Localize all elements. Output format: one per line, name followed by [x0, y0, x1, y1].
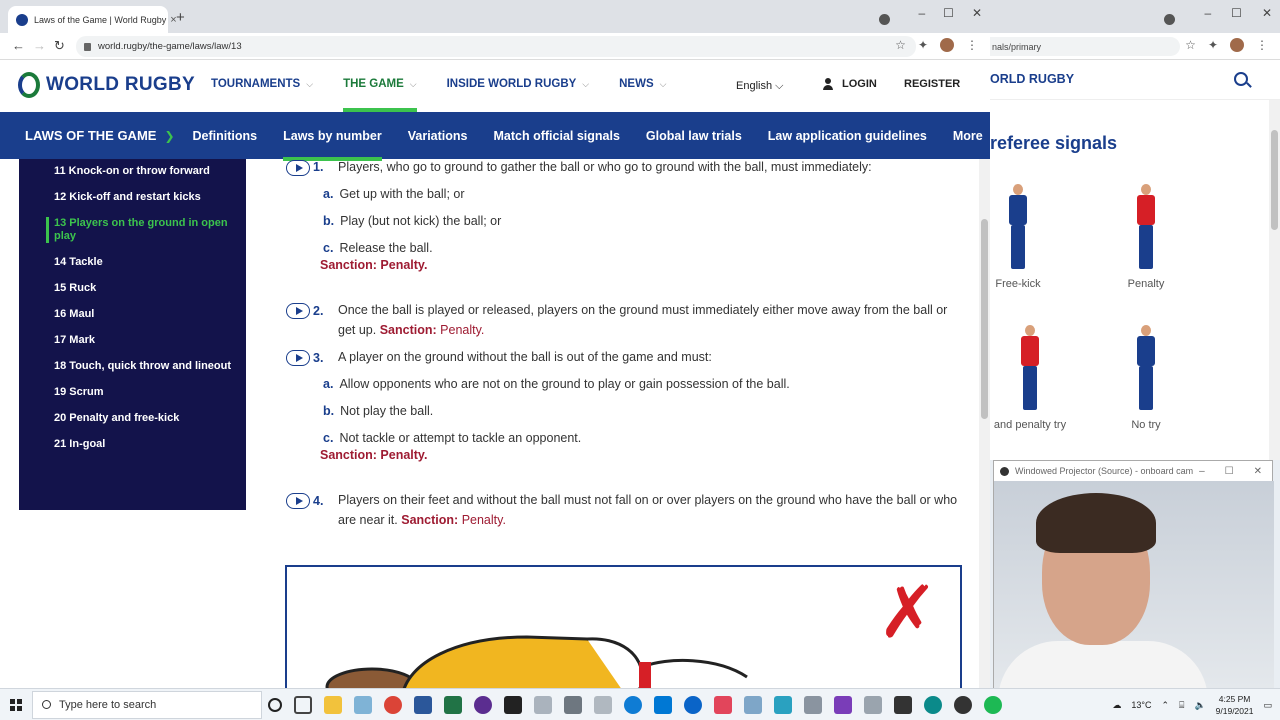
sidebar-item-law-11[interactable]: 11 Knock-on or throw forward [54, 165, 210, 177]
secondary-browser-window [990, 0, 1280, 460]
clock[interactable] [1216, 693, 1254, 717]
app-icon[interactable] [354, 696, 372, 714]
law-text: A player on the ground without the ball is out of the game and must: [338, 350, 712, 364]
cam-window-controls [1199, 466, 1272, 477]
new-tab-button[interactable]: + [176, 9, 185, 26]
profile-avatar[interactable] [1230, 38, 1244, 52]
calculator-icon[interactable] [564, 696, 582, 714]
bookmark-star-icon[interactable]: ☆ [1185, 38, 1196, 52]
sanction-label: Sanction: [401, 513, 459, 527]
edge-icon[interactable] [624, 696, 642, 714]
referee-shirt [1137, 336, 1155, 366]
clock-date: 9/19/2021 [1215, 706, 1254, 716]
signal-no-try[interactable] [1116, 321, 1176, 431]
address-bar[interactable] [76, 36, 916, 57]
signal-label: Free-kick [995, 278, 1041, 290]
laws-tab-more[interactable]: More [952, 128, 983, 143]
play-icon [296, 307, 303, 315]
subclause-text: Not play the ball. [340, 404, 434, 418]
referee-shirt [1009, 195, 1027, 225]
sidebar-item-law-13[interactable]: 13 Players on the ground in open play [46, 217, 246, 243]
nav-tournaments[interactable] [211, 78, 313, 90]
world-rugby-favicon-icon [16, 14, 28, 26]
laws-tab-match-official-signals[interactable]: Match official signals [493, 128, 620, 143]
webcam-projector-window [993, 460, 1273, 688]
word-icon[interactable] [414, 696, 432, 714]
signal-free-kick[interactable] [990, 180, 1046, 290]
referee-shirt [1137, 195, 1155, 225]
cortana-icon[interactable] [268, 698, 282, 712]
sanction-label: Sanction: [379, 323, 437, 337]
app-icon[interactable] [714, 696, 732, 714]
chevron-down-icon: ⌵ [582, 78, 590, 89]
page-scrollbar[interactable] [979, 159, 990, 688]
law-subclause [323, 376, 790, 392]
referee-legs [1139, 366, 1153, 410]
laws-bar-title[interactable]: LAWS OF THE GAME [25, 128, 157, 143]
windows-start-icon[interactable] [10, 699, 22, 711]
profile-icon[interactable] [1164, 14, 1175, 25]
laws-tab-variations[interactable]: Variations [407, 128, 468, 143]
camera-icon[interactable] [804, 696, 822, 714]
play-video-button[interactable] [286, 160, 310, 176]
bookmark-star-icon[interactable]: ☆ [895, 38, 906, 52]
subclause-letter: b. [323, 214, 335, 228]
referee-head [1141, 325, 1151, 336]
app-icon[interactable] [894, 696, 912, 714]
language-label: English [736, 80, 773, 92]
window-controls [918, 6, 982, 20]
register-link[interactable]: REGISTER [904, 78, 961, 90]
file-explorer-icon[interactable] [324, 696, 342, 714]
signal-label: and penalty try [993, 419, 1067, 431]
signal-penalty-try[interactable] [990, 321, 1070, 431]
law-text-block [338, 300, 964, 340]
subclause-letter: c. [323, 431, 334, 445]
sanction-value: Penalty. [440, 323, 485, 337]
onedrive-icon[interactable] [684, 696, 702, 714]
temperature[interactable]: 13°C [1131, 700, 1152, 710]
clock-time: 4:25 PM [1218, 694, 1251, 704]
signal-label: Penalty [1127, 278, 1165, 290]
reload-icon[interactable]: ↻ [54, 38, 65, 53]
nav-the-game[interactable] [343, 78, 417, 90]
world-rugby-logo[interactable] [18, 72, 195, 98]
players-illustration [287, 567, 964, 697]
play-video-button[interactable] [286, 493, 310, 509]
referee-legs [1023, 366, 1037, 410]
chevron-down-icon: ⌵ [659, 78, 667, 89]
subclause-text: Allow opponents who are not on the ground to play or gain possession of the ball. [339, 377, 790, 391]
extensions-puzzle-icon[interactable]: ✦ [917, 38, 928, 52]
play-icon [296, 164, 303, 172]
law-number: 2. [313, 304, 324, 318]
sidebar-item-law-21[interactable]: 21 In-goal [54, 438, 106, 450]
logo-text: WORLD RUGBY [46, 74, 195, 95]
chevron-down-icon: ⌵ [306, 78, 314, 89]
law-content [284, 159, 974, 688]
subclause-text: Release the ball. [339, 241, 433, 255]
subclause-letter: c. [323, 241, 334, 255]
system-tray [1112, 693, 1272, 717]
red-cross-icon: ✗ [877, 573, 938, 653]
subclause-text: Get up with the ball; or [339, 187, 465, 201]
cam-title: Windowed Projector (Source) - onboard cam [1015, 466, 1194, 476]
profile-avatar[interactable] [940, 38, 954, 52]
subclause-letter: b. [323, 404, 335, 418]
minimize-button[interactable]: – [1199, 465, 1205, 477]
referee-figure [1131, 180, 1161, 272]
secondary-site-header [990, 60, 1280, 100]
maximize-button[interactable]: ☐ [1231, 6, 1242, 20]
law-subclause [323, 186, 465, 202]
obs-icon [1000, 467, 1009, 476]
sidebar-item-law-20[interactable]: 20 Penalty and free-kick [54, 412, 180, 424]
maximize-button[interactable]: ☐ [1224, 465, 1234, 477]
sanction-value: Penalty. [461, 513, 506, 527]
referee-figure [1003, 180, 1033, 272]
subclause-letter: a. [323, 377, 334, 391]
law-text: Players, who go to ground to gather the ball or who go to ground with the ball, must immediately: [338, 160, 872, 174]
volume-icon[interactable]: 🔈 [1194, 699, 1206, 710]
referee-legs [1011, 225, 1025, 269]
app-icon[interactable] [924, 696, 942, 714]
nav-label: TOURNAMENTS [211, 78, 301, 90]
site-header [0, 60, 990, 112]
url-text: world.rugby/the-game/laws/law/13 [98, 41, 242, 52]
user-icon [822, 78, 834, 90]
nav-label: NEWS [619, 78, 654, 90]
law-subclause [323, 430, 581, 446]
law-number: 1. [313, 160, 324, 174]
spotify-icon[interactable] [984, 696, 1002, 714]
signal-label: No try [1131, 419, 1161, 431]
laws-sidebar [19, 159, 246, 510]
law-illustration [285, 565, 962, 695]
nav-label: INSIDE WORLD RUGBY [446, 78, 577, 90]
nav-label: THE GAME [343, 78, 404, 90]
search-icon[interactable] [1234, 72, 1248, 86]
logo-text[interactable]: ORLD RUGBY [990, 72, 1075, 86]
play-video-button[interactable] [286, 350, 310, 366]
close-window-button[interactable]: ✕ [1253, 465, 1262, 477]
chevron-down-icon: ⌵ [775, 80, 784, 92]
chevron-down-icon: ⌵ [409, 78, 417, 89]
search-placeholder: Type here to search [59, 699, 157, 711]
laws-tab-definitions[interactable]: Definitions [192, 128, 258, 143]
play-icon [296, 354, 303, 362]
play-icon [296, 497, 303, 505]
sidebar-item-law-16[interactable]: 16 Maul [54, 308, 95, 320]
subclause-text: Not tackle or attempt to tackle an opponent. [339, 431, 582, 445]
tab-close-icon[interactable]: × [170, 13, 177, 26]
chevron-right-icon: ❯ [164, 128, 175, 143]
forward-arrow-icon[interactable]: → [33, 38, 46, 53]
laws-nav-bar [0, 112, 990, 159]
main-nav [211, 78, 696, 90]
maximize-button[interactable]: ☐ [943, 6, 954, 20]
scroll-thumb[interactable] [981, 219, 988, 419]
secondary-window-controls [1204, 6, 1272, 20]
secondary-address-bar[interactable]: nals/primary [990, 37, 1180, 56]
referee-figure [1015, 321, 1045, 413]
weather-icon[interactable]: ☁ [1112, 699, 1122, 710]
app-icon[interactable] [594, 696, 612, 714]
sidebar-item-law-19[interactable]: 19 Scrum [54, 386, 104, 398]
notifications-icon[interactable]: ▭ [1263, 699, 1272, 710]
app-icon[interactable] [834, 696, 852, 714]
close-window-button[interactable]: ✕ [971, 6, 982, 20]
sidebar-item-law-17[interactable]: 17 Mark [54, 334, 95, 346]
referee-head [1025, 325, 1035, 336]
search-icon [42, 700, 51, 709]
law-number: 4. [313, 494, 324, 508]
tab-strip [0, 0, 990, 33]
webcam-feed [994, 481, 1274, 689]
taskbar-search[interactable] [32, 691, 262, 719]
subclause-text: Play (but not kick) the ball; or [340, 214, 502, 228]
back-arrow-icon[interactable]: ← [12, 38, 25, 53]
minimize-button[interactable]: – [918, 6, 926, 20]
app-icon[interactable] [534, 696, 552, 714]
cam-title-bar [994, 461, 1272, 481]
world-rugby-emblem-icon [18, 72, 40, 98]
laws-tab-law-application-guidelines[interactable]: Law application guidelines [767, 128, 927, 143]
secondary-toolbar-actions [1185, 38, 1268, 52]
law-subclause [323, 240, 433, 256]
tab-title: Laws of the Game | World Rugby [34, 14, 167, 25]
app-icon[interactable] [744, 696, 762, 714]
referee-head [1141, 184, 1151, 195]
sanction-text: Sanction: Penalty. [320, 258, 428, 272]
chrome-icon[interactable] [384, 696, 402, 714]
obs-icon[interactable] [954, 696, 972, 714]
excel-icon[interactable] [444, 696, 462, 714]
toolbar-actions [895, 38, 978, 52]
extensions-puzzle-icon[interactable]: ✦ [1207, 38, 1218, 52]
referee-figure [1131, 321, 1161, 413]
secondary-scrollbar[interactable] [1269, 100, 1280, 460]
referee-legs [1139, 225, 1153, 269]
law-subclause [323, 403, 433, 419]
profile-icon[interactable] [879, 14, 890, 25]
language-select[interactable] [736, 80, 783, 93]
laws-tab-global-law-trials[interactable]: Global law trials [645, 128, 742, 143]
menu-kebab-icon[interactable]: ⋮ [966, 38, 978, 52]
page-title: referee signals [990, 133, 1118, 153]
terminal-icon[interactable] [504, 696, 522, 714]
law-text-block [338, 490, 964, 530]
tray-chevron-up-icon[interactable]: ⌃ [1161, 699, 1170, 710]
play-video-button[interactable] [286, 303, 310, 319]
tab-laws-of-the-game[interactable] [8, 6, 177, 33]
referee-shirt [1021, 336, 1039, 366]
sidebar-item-law-18[interactable]: 18 Touch, quick throw and lineout [54, 360, 232, 372]
app-icon[interactable] [774, 696, 792, 714]
task-view-icon[interactable] [294, 696, 312, 714]
app-icon[interactable] [474, 696, 492, 714]
sidebar-item-law-14[interactable]: 14 Tackle [54, 256, 103, 268]
secondary-toolbar [990, 33, 1280, 60]
sidebar-item-law-15[interactable]: 15 Ruck [54, 282, 97, 294]
lock-icon [84, 43, 91, 51]
secondary-tab-strip [990, 0, 1280, 33]
referee-head [1013, 184, 1023, 195]
minimize-button[interactable]: – [1204, 6, 1212, 20]
law-number: 3. [313, 351, 324, 365]
subclause-letter: a. [323, 187, 334, 201]
nav-news[interactable] [619, 78, 666, 90]
login-link[interactable] [822, 78, 877, 90]
taskbar-apps [268, 696, 1002, 714]
app-icon[interactable] [864, 696, 882, 714]
law-subclause [323, 213, 501, 229]
signal-penalty[interactable] [1116, 180, 1176, 290]
sidebar-item-law-12[interactable]: 12 Kick-off and restart kicks [54, 191, 201, 203]
close-window-button[interactable]: ✕ [1261, 6, 1272, 20]
nav-inside-world-rugby[interactable] [447, 78, 590, 90]
network-icon[interactable]: ⌸ [1179, 699, 1185, 710]
menu-kebab-icon[interactable]: ⋮ [1256, 38, 1268, 52]
browser-toolbar [0, 33, 990, 60]
scroll-thumb[interactable] [1271, 130, 1278, 230]
laws-tab-laws-by-number[interactable]: Laws by number [283, 128, 382, 143]
law-text: Once the ball is played or released, players on the ground must immediately either move away from the ball or get up. [338, 303, 948, 337]
law-text: Players on their feet and without the ball must not fall on or over players on the ground who have the ball or who are near it. [338, 493, 958, 527]
windows-taskbar [0, 688, 1280, 720]
mail-icon[interactable] [654, 696, 672, 714]
sanction-text: Sanction: Penalty. [320, 448, 428, 462]
person-hair [1036, 493, 1156, 553]
login-label: LOGIN [842, 78, 877, 90]
